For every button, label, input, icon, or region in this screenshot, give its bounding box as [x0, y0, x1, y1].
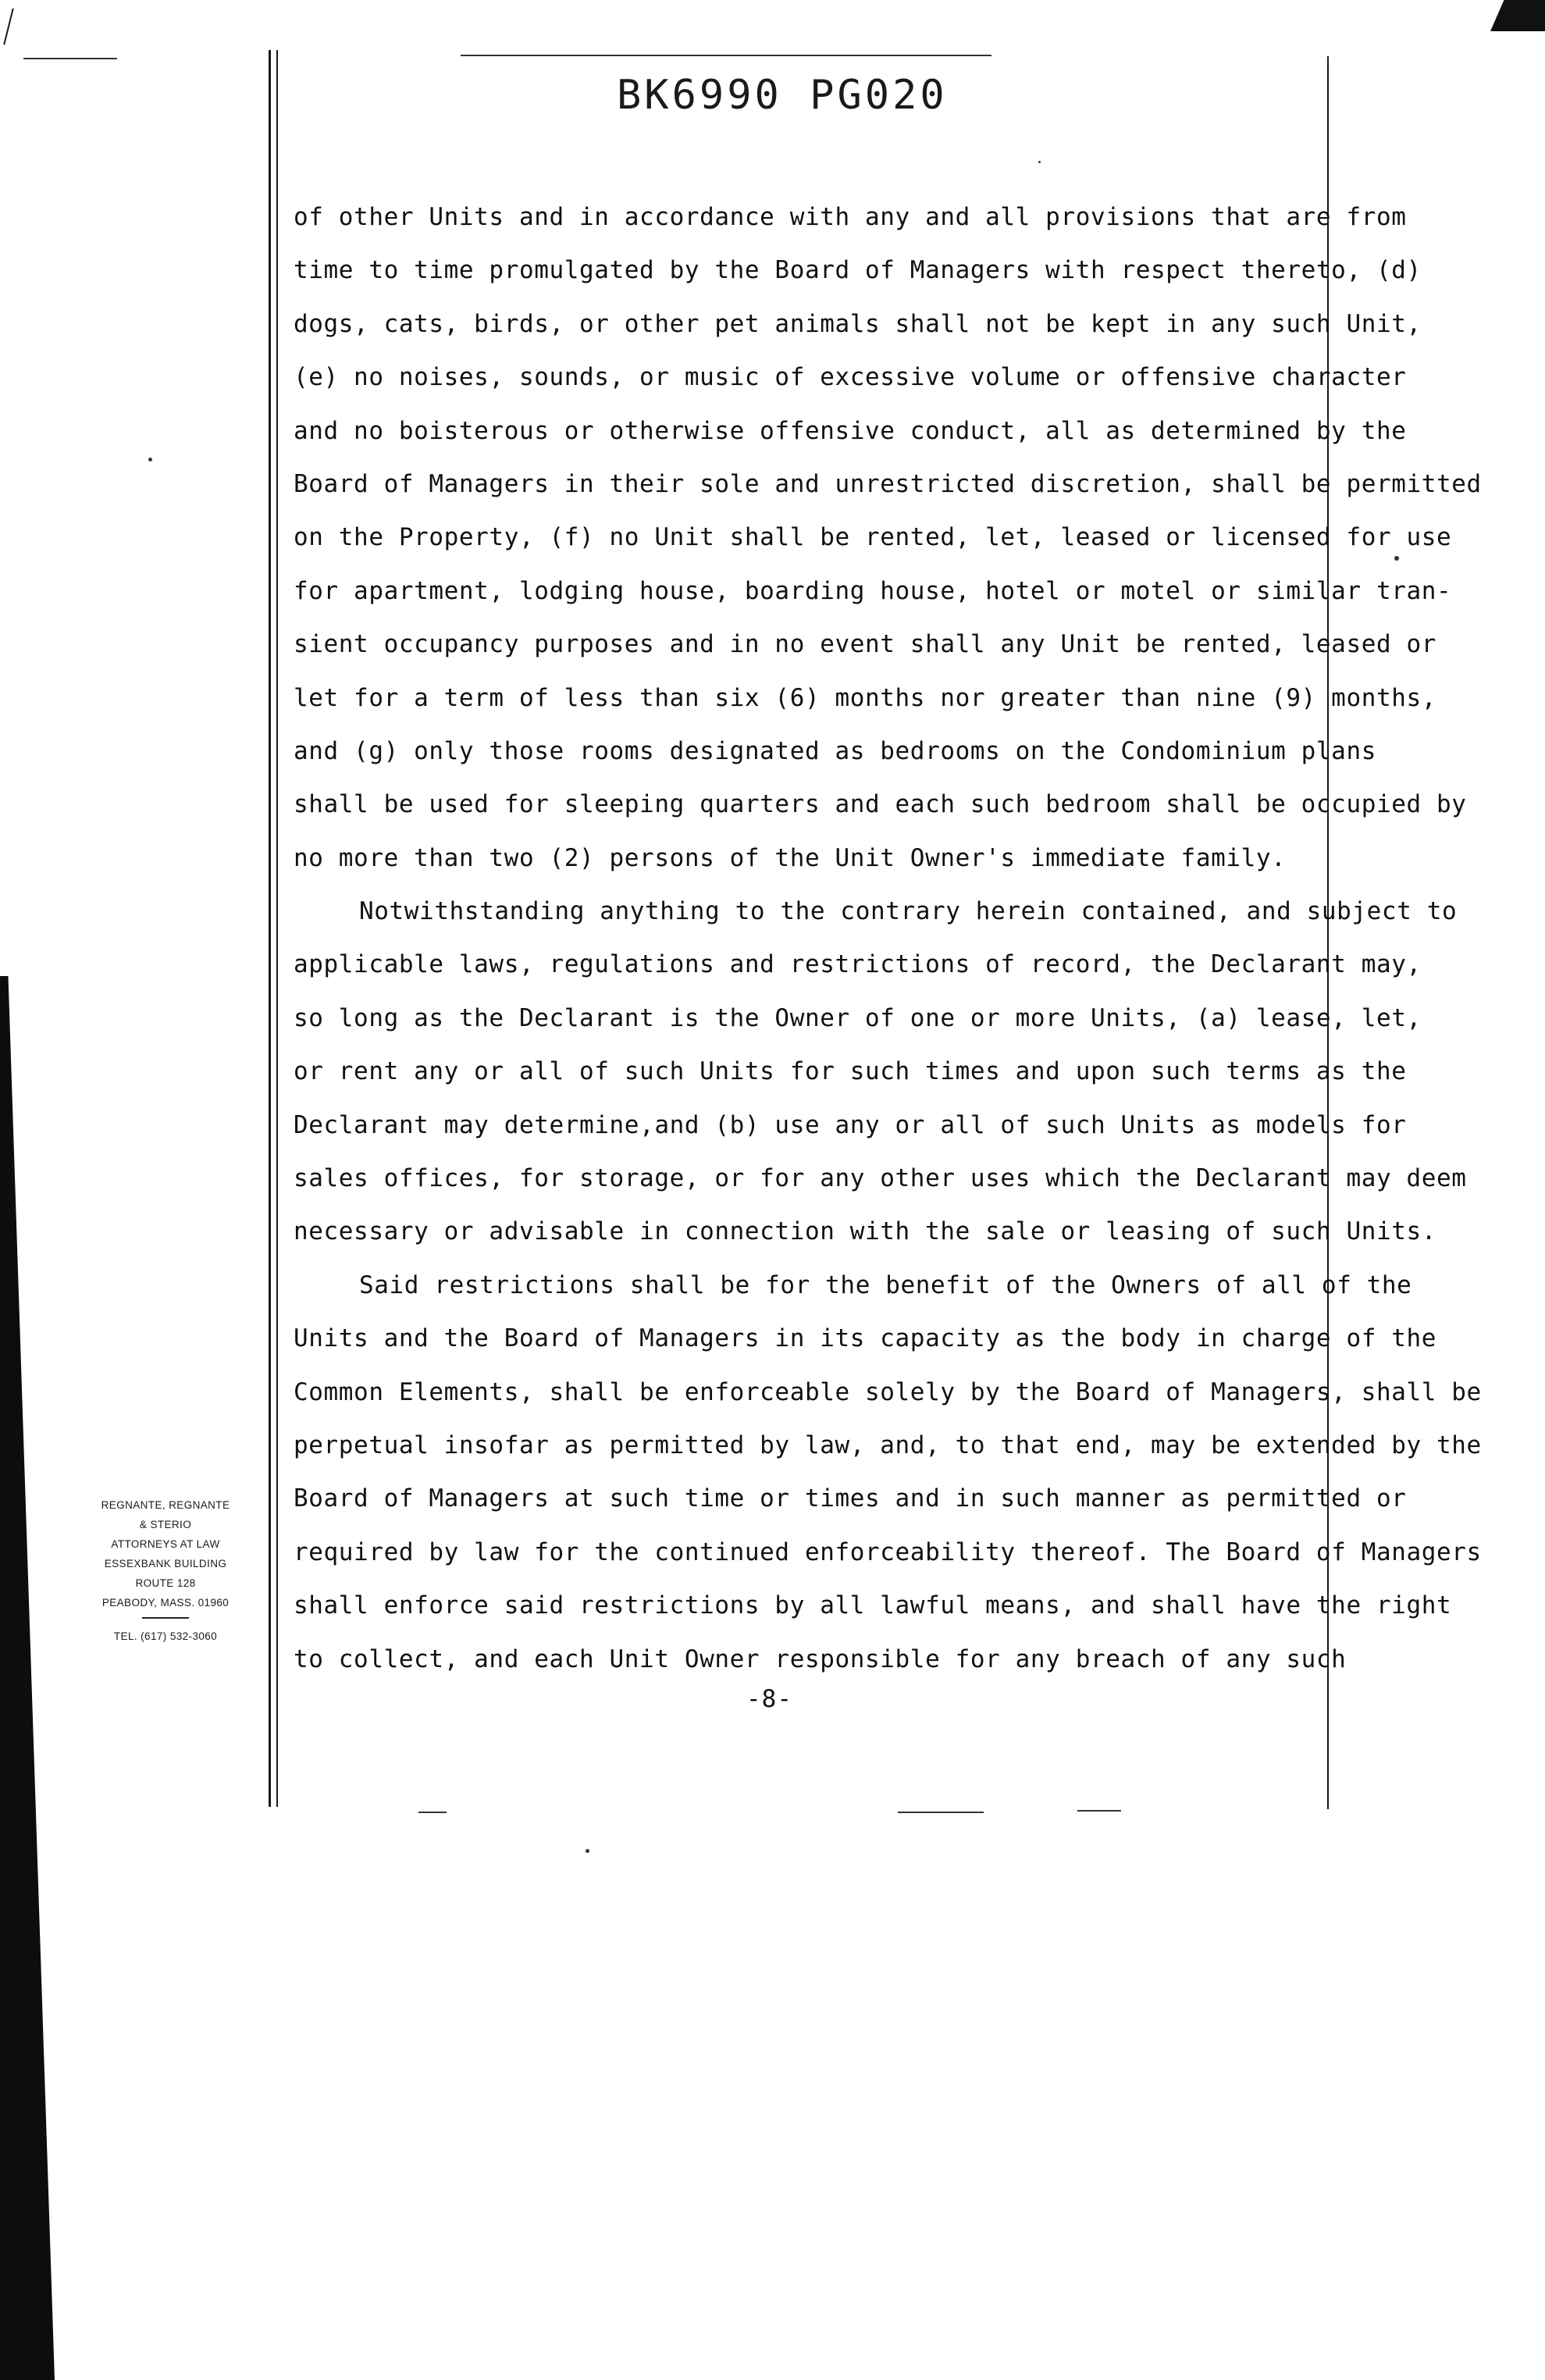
firm-building: ESSEXBANK BUILDING	[104, 1558, 227, 1569]
text-line: or rent any or all of such Units for such times and upon such terms as the	[294, 1057, 1407, 1086]
text-line: and (g) only those rooms designated as bedrooms on the Condominium plans	[294, 736, 1376, 765]
paragraph-start-line: Notwithstanding anything to the contrary herein contained, and subject to	[359, 897, 1458, 926]
text-line: Units and the Board of Managers in its capacity as the body in charge of the	[294, 1324, 1437, 1353]
text-line: shall be used for sleeping quarters and each such bedroom shall be occupied by	[294, 790, 1467, 819]
text-line: shall enforce said restrictions by all lawful means, and shall have the right	[294, 1591, 1452, 1620]
scan-speck	[148, 458, 152, 461]
text-line: on the Property, (f) no Unit shall be rented, let, leased or licensed for use	[294, 523, 1452, 552]
text-line: sient occupancy purposes and in no event shall any Unit be rented, leased or	[294, 630, 1437, 659]
book-page-reference: BK6990 PG020	[617, 72, 948, 119]
law-firm-letterhead	[59, 1495, 272, 1646]
margin-rule-right	[276, 50, 278, 1807]
bottom-rule	[898, 1812, 984, 1813]
text-line: so long as the Declarant is the Owner of one or more Units, (a) lease, let,	[294, 1003, 1422, 1032]
text-line: applicable laws, regulations and restrictions of record, the Declarant may,	[294, 950, 1422, 979]
text-line: to collect, and each Unit Owner responsible for any breach of any such	[294, 1644, 1347, 1673]
top-center-rule	[461, 55, 991, 56]
text-line: for apartment, lodging house, boarding house, hotel or motel or similar tran-	[294, 576, 1452, 605]
page-number: -8-	[746, 1685, 792, 1713]
text-line: no more than two (2) persons of the Unit Owner's immediate family.	[294, 843, 1287, 872]
text-line: of other Units and in accordance with any and all provisions that are from	[294, 203, 1407, 231]
firm-city: PEABODY, MASS. 01960	[101, 1597, 230, 1609]
firm-title: ATTORNEYS AT LAW	[111, 1538, 220, 1550]
bottom-rule	[1077, 1810, 1121, 1812]
firm-name-2: & STERIO	[139, 1519, 192, 1530]
text-line: and no boisterous or otherwise offensive conduct, all as determined by the	[294, 416, 1407, 445]
firm-name: REGNANTE, REGNANTE	[101, 1499, 230, 1511]
top-left-rule	[23, 58, 117, 59]
scan-corner-mark	[1490, 0, 1545, 31]
text-line: perpetual insofar as permitted by law, and, to that end, may be extended by the	[294, 1430, 1482, 1459]
text-line: Board of Managers in their sole and unrestricted discretion, shall be permitted	[294, 469, 1482, 498]
firm-phone: TEL. (617) 532-3060	[113, 1630, 218, 1642]
text-line: necessary or advisable in connection with the sale or leasing of such Units.	[294, 1217, 1437, 1246]
scan-left-edge-shadow	[0, 976, 55, 2380]
scan-speck	[1038, 161, 1041, 163]
corner-stroke	[3, 8, 14, 45]
paragraph-start-line: Said restrictions shall be for the benefit of the Owners of all of the	[359, 1270, 1412, 1299]
text-line: dogs, cats, birds, or other pet animals shall not be kept in any such Unit,	[294, 309, 1422, 338]
scan-speck	[586, 1849, 589, 1853]
letterhead-divider	[142, 1617, 189, 1619]
bottom-rule	[418, 1812, 447, 1813]
text-line: time to time promulgated by the Board of Managers with respect thereto, (d)	[294, 256, 1422, 285]
scan-speck	[1394, 556, 1399, 561]
body-text	[294, 191, 1482, 1686]
text-line: Common Elements, shall be enforceable solely by the Board of Managers, shall be	[294, 1377, 1482, 1406]
text-line: (e) no noises, sounds, or music of excessive volume or offensive character	[294, 363, 1407, 392]
firm-route: ROUTE 128	[135, 1577, 196, 1589]
text-line: sales offices, for storage, or for any other uses which the Declarant may deem	[294, 1164, 1467, 1193]
text-line: Declarant may determine,and (b) use any or all of such Units as models for	[294, 1110, 1407, 1139]
text-line: let for a term of less than six (6) months nor greater than nine (9) months,	[294, 683, 1437, 712]
text-line: Board of Managers at such time or times and in such manner as permitted or	[294, 1484, 1407, 1513]
text-line: required by law for the continued enforceability thereof. The Board of Managers	[294, 1537, 1482, 1566]
